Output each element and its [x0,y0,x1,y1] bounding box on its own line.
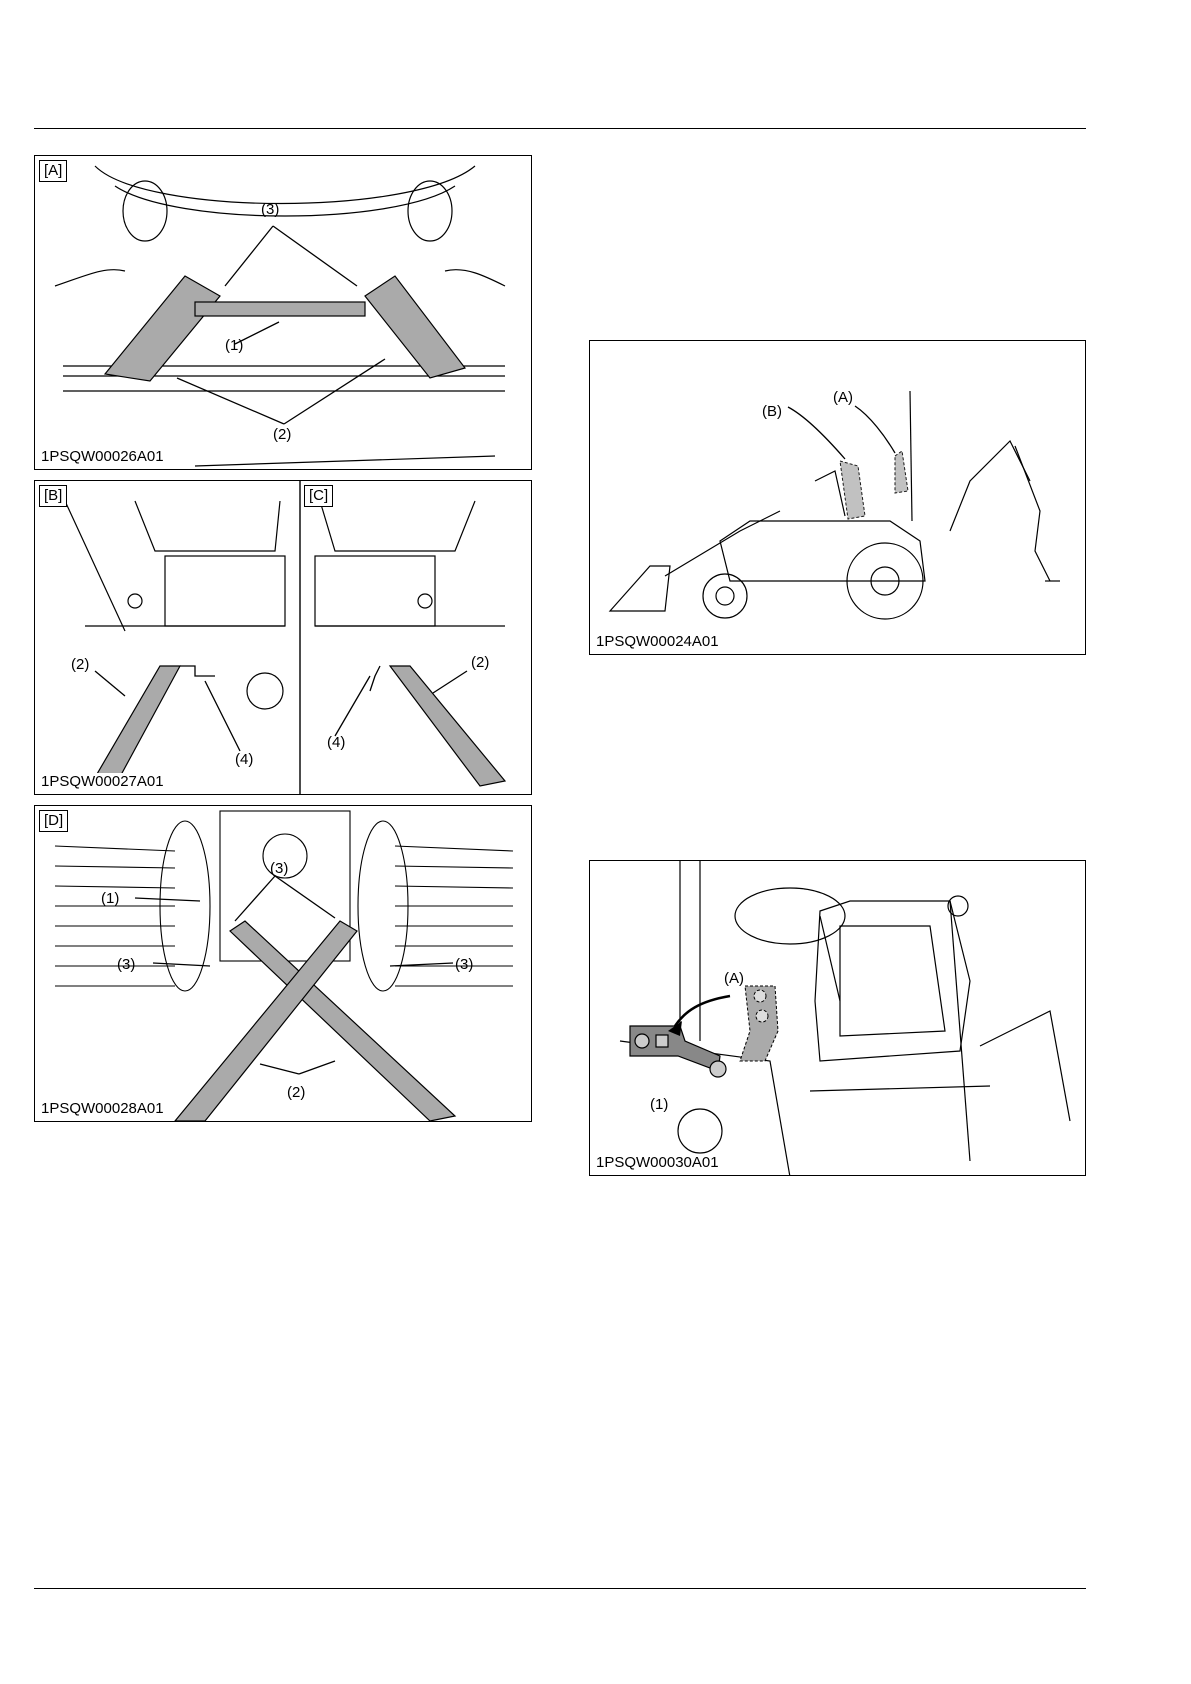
figure-a-code: 1PSQW00026A01 [41,448,167,465]
figure-f-callout-a: (A) [724,970,744,987]
figure-c-callout-4: (4) [327,734,346,751]
figure-a [34,155,532,470]
figure-a-illustration [35,156,532,470]
figure-f [589,860,1086,1176]
figure-b-callout-4: (4) [235,751,254,768]
figure-b-callout-2: (2) [71,656,90,673]
figure-a-callout-1: (1) [225,337,244,354]
figure-f-code: 1PSQW00030A01 [596,1154,722,1171]
figure-d-callout-2: (2) [287,1084,306,1101]
footer-rule [34,1588,1086,1589]
figure-f-illustration [590,861,1086,1176]
figure-e-code: 1PSQW00024A01 [596,633,722,650]
figure-e-callout-b: (B) [762,403,782,420]
figure-a-callout-2: (2) [273,426,292,443]
figure-c-callout-2: (2) [471,654,490,671]
figure-bc [34,480,532,795]
figure-e-callout-a: (A) [833,389,853,406]
figure-c-tag: [C] [304,485,333,507]
figure-d [34,805,532,1122]
figure-e [589,340,1086,655]
figure-d-callout-3-top: (3) [270,860,289,877]
figure-d-callout-3-left: (3) [117,956,136,973]
figure-b-tag: [B] [39,485,67,507]
figure-a-tag: [A] [39,160,67,182]
figure-d-code: 1PSQW00028A01 [41,1100,167,1117]
figure-f-callout-1: (1) [650,1096,669,1113]
figure-d-callout-3-right: (3) [455,956,474,973]
figure-bc-illustration [35,481,532,795]
figure-bc-code: 1PSQW00027A01 [41,773,167,790]
figure-d-callout-1: (1) [101,890,120,907]
figure-d-tag: [D] [39,810,68,832]
figure-a-callout-3: (3) [261,201,280,218]
header-rule [34,128,1086,129]
